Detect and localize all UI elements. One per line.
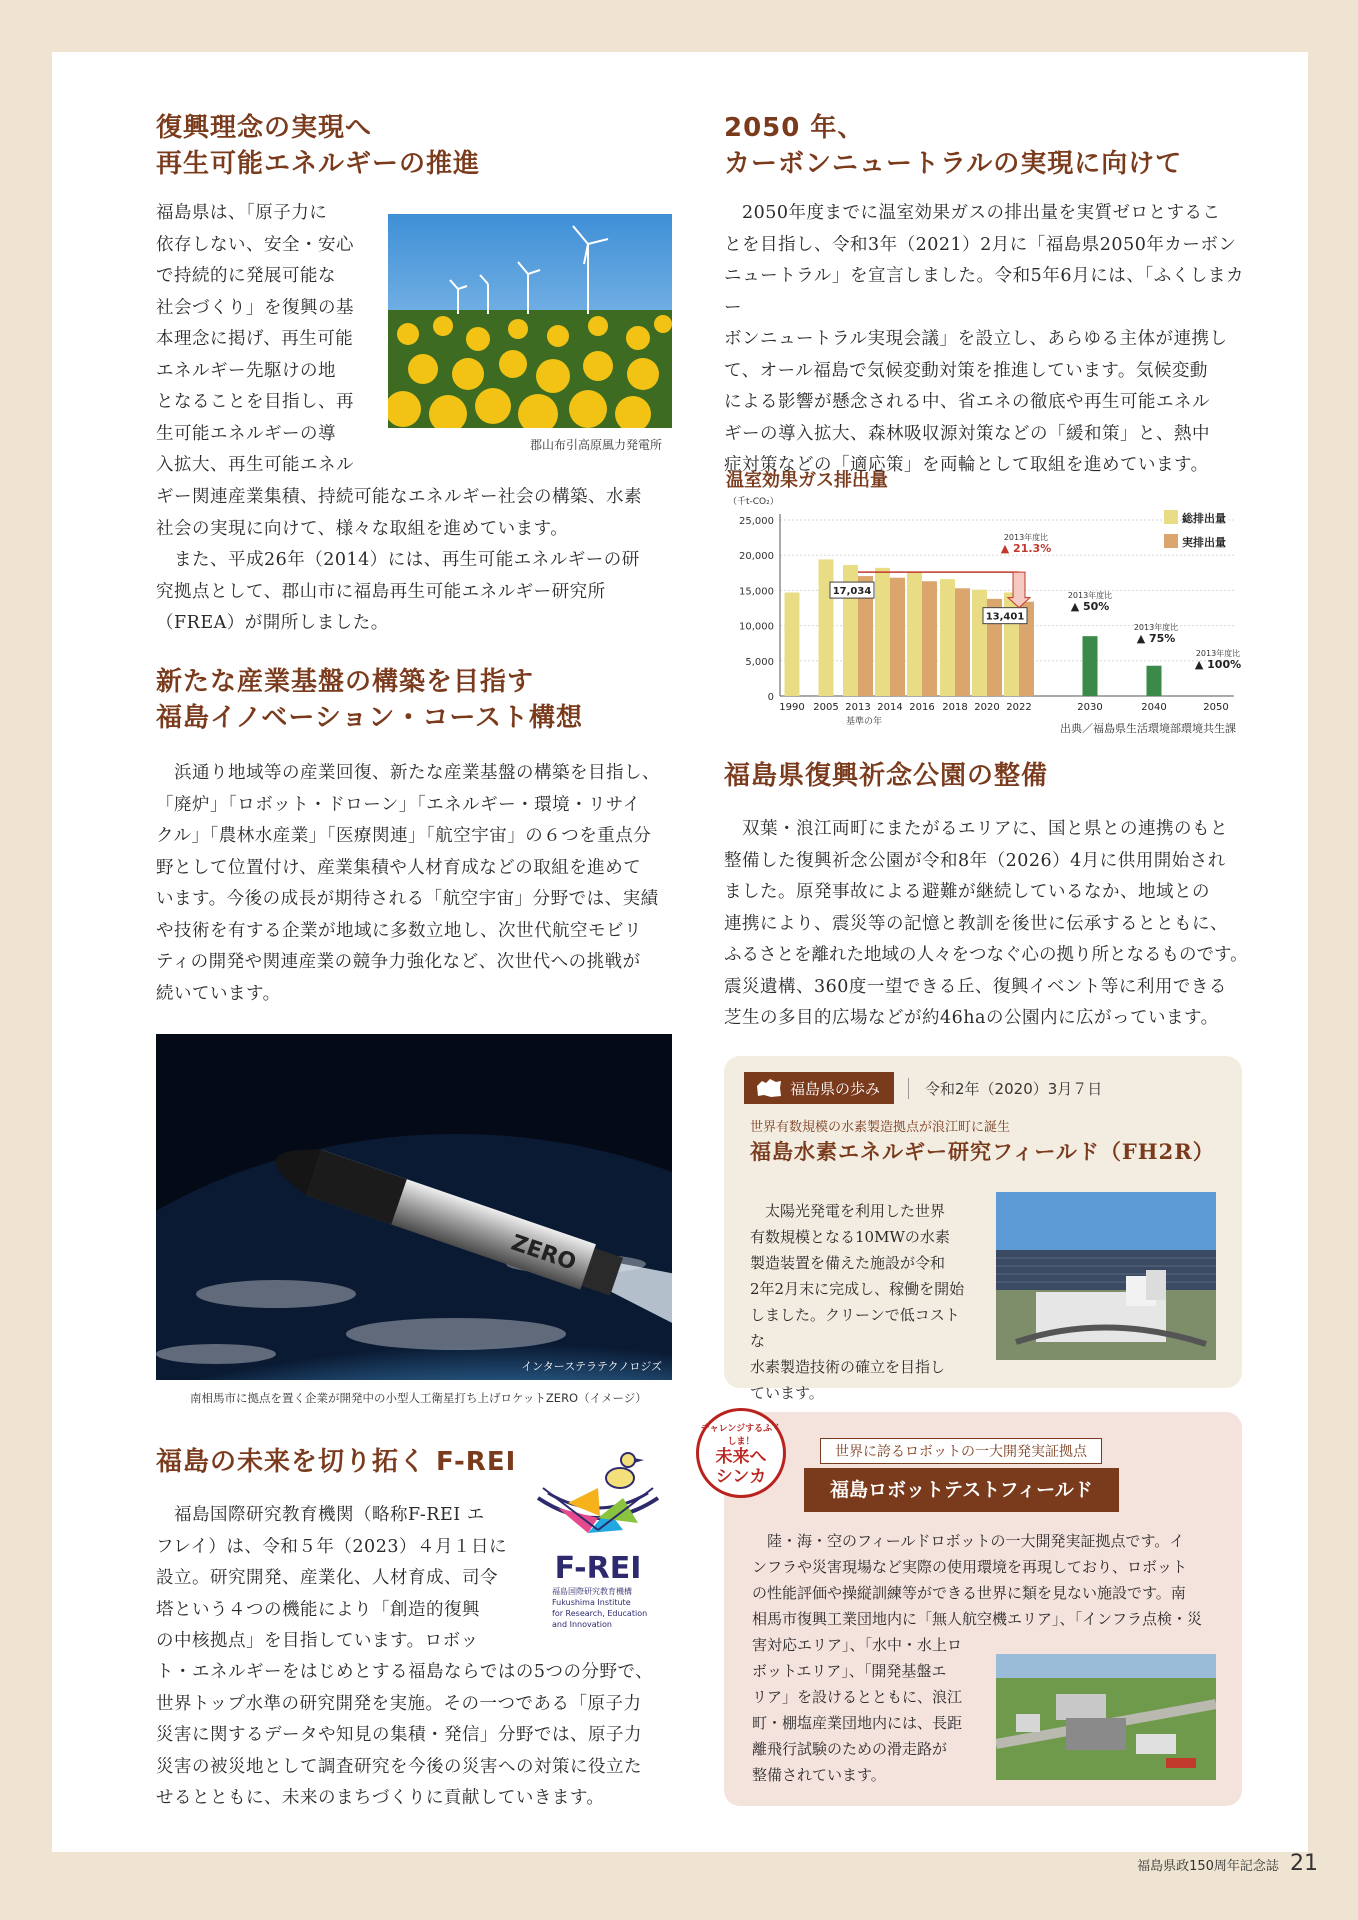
text-line: エネルギー先駆けの地: [156, 360, 336, 381]
x-tick-label: 1990: [779, 702, 805, 713]
history-tag: [744, 1072, 1102, 1104]
title-line: カーボンニュートラルの実現に向けて: [724, 149, 1183, 179]
y-tick-label: 20,000: [739, 551, 774, 563]
title-line: 福島イノベーション・コースト構想: [156, 703, 584, 733]
x-tick-label: 2013: [845, 702, 871, 713]
text-line: 「廃炉」「ロボット・ドローン」「エネルギー・環境・リサイ: [156, 794, 641, 815]
text-line: 陸・海・空のフィールドロボットの一大開発実証拠点です。イ: [752, 1532, 1185, 1550]
box-subtitle: 世界有数規模の水素製造拠点が浪江町に誕生: [750, 1120, 1011, 1135]
text-line: ンフラや災害現場など実際の使用環境を再現しており、ロボット: [752, 1558, 1188, 1576]
fukushima-map-icon: [756, 1078, 782, 1098]
text-line: ふるさとを離れた地域の人々をつなぐ心の拠り所となるものです。: [724, 945, 1248, 965]
title-line: 再生可能エネルギーの推進: [156, 149, 481, 179]
text-line: ギーの導入拡大、森林吸収源対策などの「緩和策」と、熱中: [724, 423, 1210, 444]
history-tag-text: 福島県の歩み: [790, 1079, 881, 1098]
text-line: 続いています。: [156, 983, 281, 1004]
text-line: 双葉・浪江両町にまたがるエリアに、国と県との連携のもと: [724, 819, 1228, 839]
text-line: しました。クリーンで低コストな: [750, 1306, 960, 1350]
x-tick-label: 2018: [942, 702, 968, 713]
wind-farm-photo: [388, 214, 672, 428]
chart-source: 出典／福島県生活環境部環境共生課: [1060, 722, 1236, 735]
y-tick-label: 0: [767, 692, 774, 703]
x-tick-label: 2050: [1203, 702, 1229, 713]
ghg-chart: [724, 492, 1254, 738]
chart-title: 温室効果ガス排出量: [726, 470, 888, 491]
y-tick-label: 5,000: [745, 656, 774, 668]
text-line: 依存しない、安全・安心: [156, 234, 354, 255]
text-line: 設立。研究開発、産業化、人材育成、司令: [156, 1568, 498, 1588]
text-line: 災害に関するデータや知見の集積・発信」分野では、原子力: [156, 1725, 642, 1745]
text-line: 福島県は、「原子力に: [156, 203, 328, 223]
text-line: ています。: [750, 1384, 824, 1402]
text-line: います。今後の成長が期待される「航空宇宙」分野では、実績: [156, 889, 659, 909]
frei-logo-en: for Research, Education: [552, 1609, 648, 1618]
text-line: 究拠点として、郡山市に福島再生可能エネルギー研究所: [156, 581, 606, 602]
photo-caption: 郡山布引高原風力発電所: [530, 438, 663, 452]
photo-credit: インターステラテクノロジズ: [521, 1360, 662, 1373]
renewable-paragraph-full: [156, 482, 676, 640]
y-tick-label: 15,000: [739, 586, 774, 598]
frei-paragraph-full: [156, 1657, 676, 1815]
bar-total: [875, 568, 890, 696]
text-line: 入拡大、再生可能エネル: [156, 455, 354, 475]
annotation-caption: 2013年度比: [1003, 533, 1049, 542]
box-title: 福島水素エネルギー研究フィールド（FH2R）: [750, 1139, 1215, 1164]
section-title-carbon-neutral: [724, 110, 1182, 182]
text-line: ボットエリア」、「開発基盤エ: [752, 1662, 947, 1680]
text-line: 社会づくり」を復興の基: [156, 297, 354, 318]
x-tick-label: 2016: [909, 702, 935, 713]
mirai-shinka-badge: [696, 1408, 786, 1498]
text-line: 2年2月末に完成し、稼働を開始: [750, 1280, 965, 1298]
text-line: 害対応エリア」、「水中・水上ロ: [752, 1636, 963, 1654]
text-line: 浜通り地域等の産業回復、新たな産業基盤の構築を目指し、: [156, 763, 660, 783]
bar-total: [819, 559, 834, 696]
section-title-innovation-coast: [156, 664, 583, 736]
carbon-neutral-paragraph: [724, 198, 1244, 482]
frei-logo-title: F-REI: [554, 1551, 642, 1586]
text-line: の中核拠点」を目指しています。ロボッ: [156, 1631, 479, 1651]
badge-line: 未来へ: [715, 1447, 767, 1467]
text-line: の性能評価や操縦訓練等ができる世界に類を見ない施設です。南: [752, 1584, 1186, 1602]
legend-swatch: [1164, 510, 1178, 524]
text-line: フレイ）は、令和５年（2023）４月１日に: [156, 1536, 507, 1557]
x-tick-label: 2040: [1141, 702, 1167, 713]
bar-actual: [922, 581, 937, 696]
x-tick-label: 2014: [877, 702, 903, 713]
text-line: 芝生の多目的広場などが約46haの公園内に広がっています。: [724, 1008, 1219, 1028]
text-line: で持続的に発展可能な: [156, 266, 336, 286]
robot-paragraph-wrap: [752, 1658, 982, 1788]
section-title-frei: 福島の未来を切り拓く F-REI: [156, 1447, 517, 1477]
value-label: 17,034: [832, 586, 872, 598]
text-line: 本理念に掲げ、再生可能: [156, 329, 354, 349]
bar-total: [972, 590, 987, 696]
text-line: 生可能エネルギーの導: [156, 423, 336, 444]
title-line: 新たな産業基盤の構築を目指す: [156, 667, 535, 697]
x-tick-label: 2022: [1006, 702, 1032, 713]
bar-actual: [955, 588, 970, 696]
bar-total: [907, 572, 922, 696]
badge-line: シンカ: [715, 1467, 767, 1487]
frei-paragraph-wrap: [156, 1500, 508, 1658]
title-line: 2050 年、: [724, 113, 865, 143]
x-tick-label: 2030: [1077, 702, 1103, 713]
legend-swatch: [1164, 534, 1178, 548]
history-box-fh2r: [724, 1056, 1242, 1402]
text-line: 野として位置付け、産業集積や人材育成などの取組を進めて: [156, 857, 642, 878]
text-line: となることを目指し、再: [156, 392, 354, 412]
text-line: 連携により、震災等の記憶と教訓を後世に伝承するとともに、: [724, 913, 1228, 934]
annotation-caption: 2013年度比: [1133, 623, 1179, 632]
text-line: 製造装置を備えた施設が令和: [750, 1254, 946, 1272]
text-line: 整備されています。: [752, 1766, 886, 1784]
x-tick-label: 2005: [813, 702, 839, 713]
page-footer: [1137, 1851, 1318, 1876]
photo-caption: 南相馬市に拠点を置く企業が開発中の小型人工衛星打ち上げロケットZERO（イメージ）: [190, 1391, 647, 1405]
badge-caption: チャレンジするふくしま！: [700, 1424, 782, 1447]
rocket-zero-text: ZERO: [507, 1230, 580, 1276]
x-axis-label: 基準の年: [845, 717, 883, 727]
frei-logo-jp: 福島国際研究教育機構: [552, 1587, 632, 1596]
text-line: とを目指し、令和3年（2021）2月に「福島県2050年カーボン: [724, 234, 1237, 255]
page-number: 21: [1290, 1851, 1318, 1876]
title-line: 復興理念の実現へ: [156, 113, 373, 143]
frei-logo: [528, 1438, 668, 1628]
text-line: ボンニュートラル実現会議」を設立し、あらゆる主体が連携し: [724, 329, 1228, 349]
text-line: や技術を有する企業が地域に多数立地し、次世代航空モビリ: [156, 920, 642, 941]
bar-total: [940, 579, 955, 696]
section-title-memorial-park: 福島県復興祈念公園の整備: [724, 761, 1049, 791]
text-line: 災害の被災地として調査研究を今後の災害への対策に役立た: [156, 1756, 642, 1777]
y-axis-label: （千t-CO₂）: [728, 497, 779, 507]
x-tick-label: 2020: [974, 702, 1000, 713]
box-subtitle: 世界に誇るロボットの一大開発実証拠点: [820, 1438, 1102, 1464]
annotation-value: ▲ 75%: [1136, 632, 1176, 645]
fh2r-photo: [996, 1192, 1216, 1360]
bar-actual: [890, 578, 905, 696]
bar-target: [1147, 666, 1162, 696]
text-line: 社会の実現に向けて、様々な取組を進めています。: [156, 518, 569, 539]
text-line: （FREA）が開所しました。: [156, 613, 389, 633]
history-date: 令和2年（2020）3月７日: [908, 1078, 1102, 1099]
text-line: 世界トップ水準の研究開発を実施。その一つである「原子力: [156, 1693, 642, 1714]
text-line: 水素製造技術の確立を目指し: [750, 1358, 946, 1376]
text-line: 2050年度までに温室効果ガスの排出量を実質ゼロとするこ: [724, 203, 1221, 223]
text-line: 町・棚塩産業団地内には、長距: [752, 1714, 963, 1732]
memorial-park-paragraph: [724, 814, 1248, 1035]
text-line: ティの開発や関連産業の競争力強化など、次世代への挑戦が: [156, 952, 641, 972]
bar-target: [1083, 636, 1098, 696]
text-line: 福島国際研究教育機関（略称F-REI エ: [156, 1505, 485, 1525]
frei-bird-icon: [528, 1438, 668, 1548]
history-tag-label: [744, 1072, 894, 1104]
annotation-value: ▲ 100%: [1194, 658, 1242, 671]
text-line: リア」を設けるとともに、浪江: [752, 1688, 963, 1706]
text-line: て、オール福島で気候変動対策を推進しています。気候変動: [724, 360, 1208, 381]
legend-label: 実排出量: [1182, 536, 1226, 549]
frei-logo-en: Fukushima Institute: [552, 1598, 631, 1607]
text-line: 震災遺構、360度一望できる丘、復興イベント等に利用できる: [724, 976, 1227, 997]
annotation-value: ▲ 21.3%: [1000, 542, 1052, 555]
mirai-shinka-box-robot: [724, 1412, 1242, 1806]
fh2r-paragraph: [750, 1198, 970, 1406]
text-line: ト・エネルギーをはじめとする福島ならではの5つの分野で、: [156, 1662, 654, 1682]
text-line: せるとともに、未来のまちづくりに貢献していきます。: [156, 1788, 605, 1808]
text-line: 塔という４つの機能により「創造的復興: [156, 1599, 480, 1620]
rocket-photo: [156, 1034, 672, 1380]
robot-paragraph-full: [752, 1528, 1228, 1658]
box-title: 福島ロボットテストフィールド: [804, 1468, 1119, 1512]
text-line: 太陽光発電を利用した世界: [750, 1202, 946, 1220]
annotation-value: ▲ 50%: [1070, 600, 1110, 613]
legend-label: 総排出量: [1182, 512, 1226, 525]
value-label: 13,401: [985, 611, 1025, 623]
text-line: 症対策などの「適応策」を両輪として取組を進めています。: [724, 455, 1209, 475]
text-line: 相馬市復興工業団地内に「無人航空機エリア」、「インフラ点検・災: [752, 1610, 1203, 1628]
footer-label: 福島県政150周年記念誌: [1137, 1859, 1279, 1874]
text-line: による影響が懸念される中、省エネの徹底や再生可能エネル: [724, 392, 1210, 412]
section-title-renewable: [156, 110, 480, 182]
text-line: 有数規模となる10MWの水素: [750, 1228, 950, 1246]
text-line: クル」「農林水産業」「医療関連」「航空宇宙」の６つを重点分: [156, 826, 652, 846]
renewable-paragraph-wrap: [156, 198, 366, 482]
robot-field-photo: [996, 1654, 1216, 1780]
annotation-caption: 2013年度比: [1195, 649, 1241, 658]
text-line: 整備した復興祈念公園が令和8年（2026）4月に供用開始され: [724, 850, 1226, 871]
text-line: 離飛行試験のための滑走路が: [752, 1740, 948, 1758]
text-line: ギー関連産業集積、持続可能なエネルギー社会の構築、水素: [156, 487, 642, 507]
innovation-coast-paragraph: [156, 758, 676, 1010]
text-line: ました。原発事故による避難が継続しているなか、地域との: [724, 882, 1210, 902]
text-line: ニュートラル」を宣言しました。令和5年6月には、「ふくしまカー: [724, 266, 1244, 318]
y-tick-label: 10,000: [739, 621, 774, 633]
annotation-caption: 2013年度比: [1067, 591, 1113, 600]
text-line: また、平成26年（2014）には、再生可能エネルギーの研: [156, 550, 640, 570]
frei-logo-en: and Innovation: [552, 1620, 612, 1629]
y-tick-label: 25,000: [739, 516, 774, 527]
bar-total: [785, 593, 800, 696]
